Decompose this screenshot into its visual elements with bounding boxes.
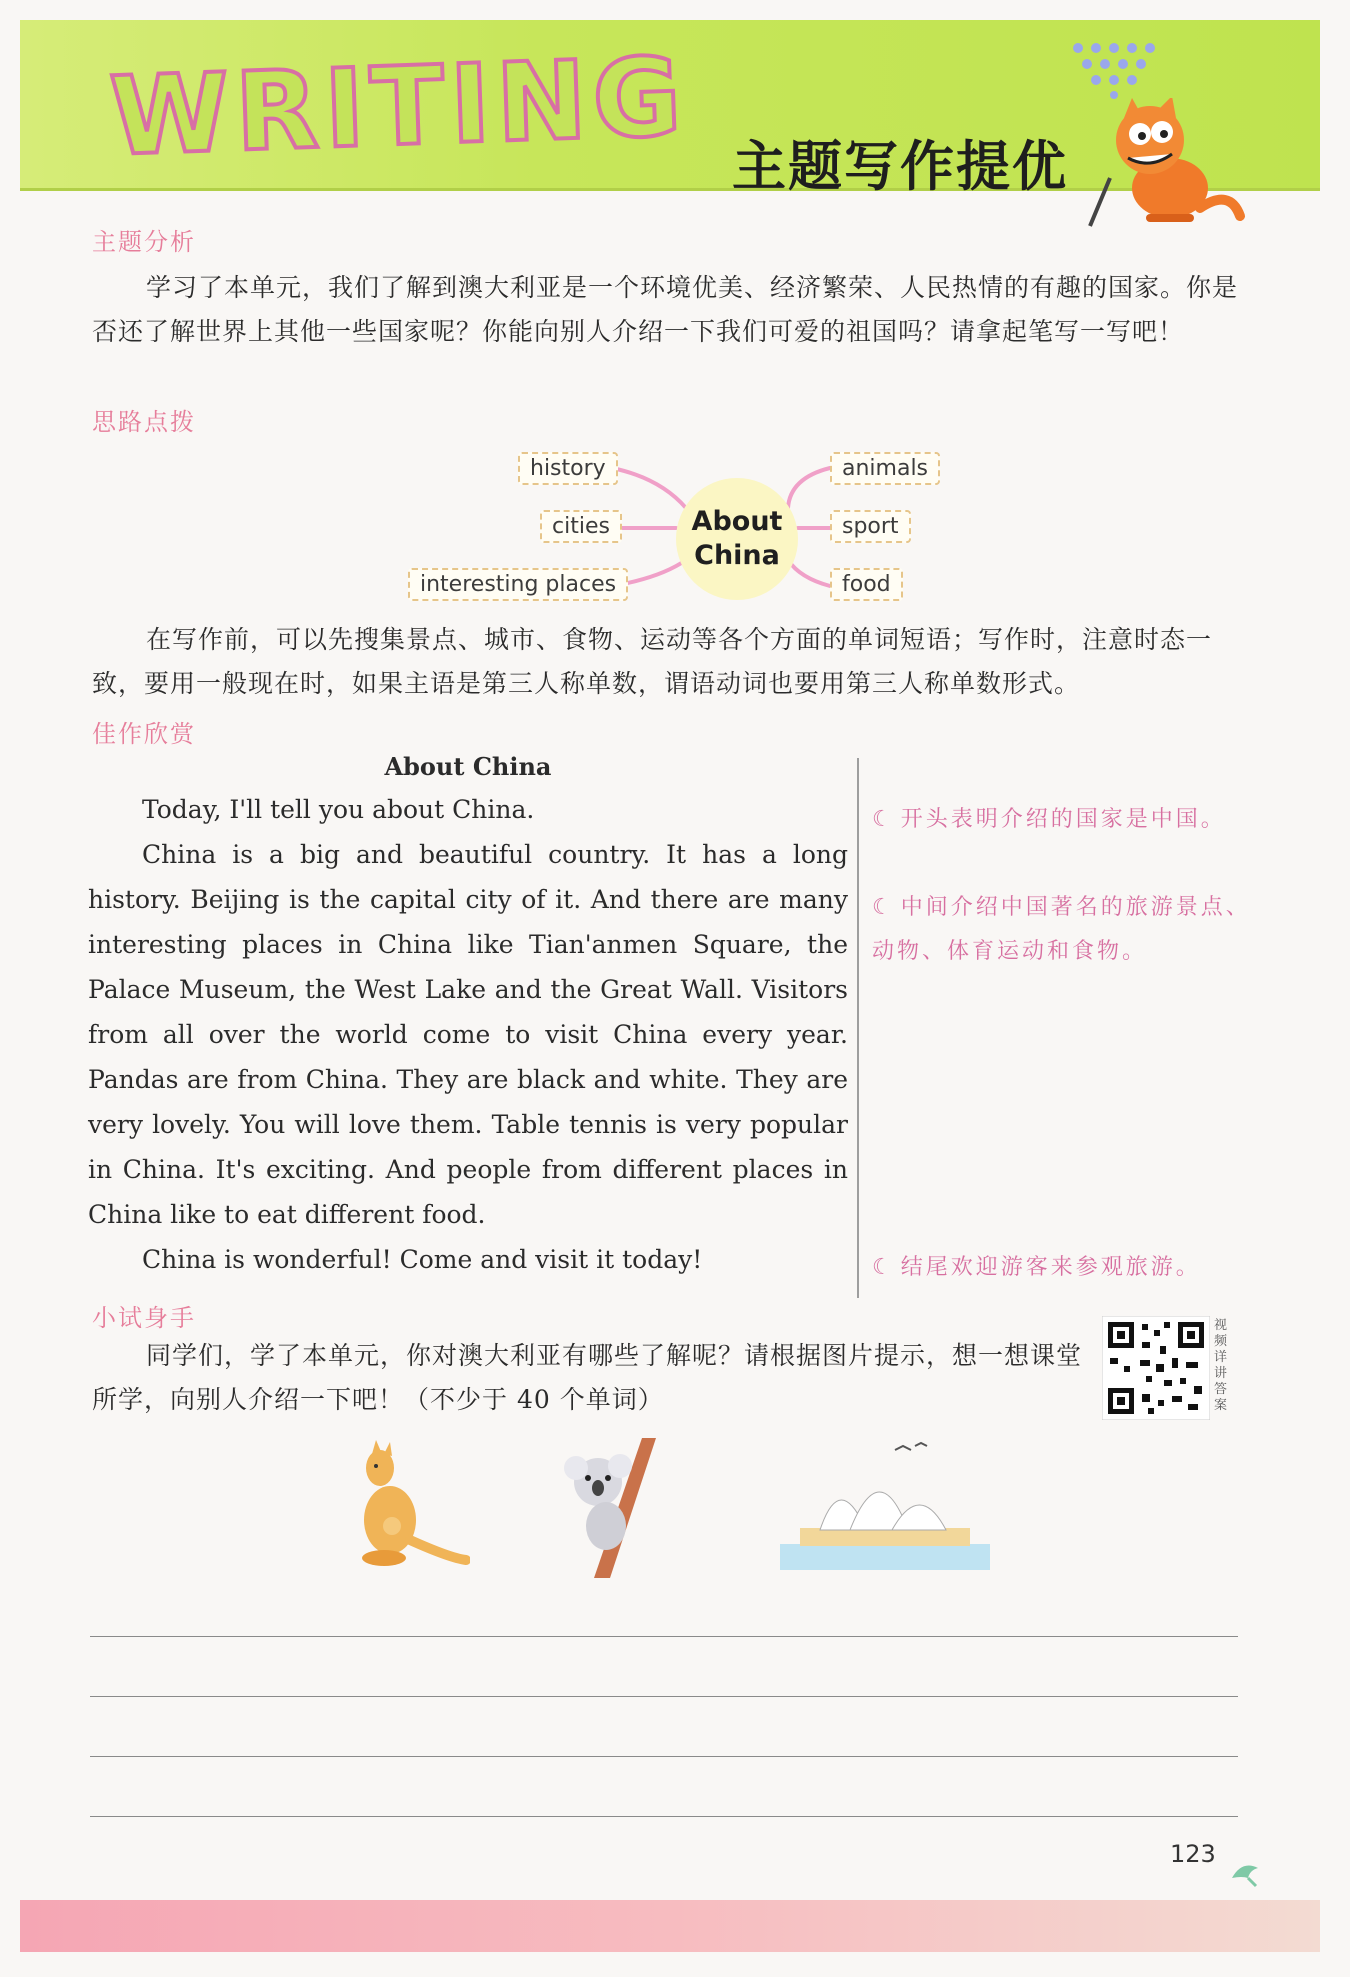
page-number: 123	[1170, 1840, 1216, 1868]
page-title: 主题写作提优	[732, 135, 1068, 198]
mind-map	[400, 448, 960, 618]
note-ending	[872, 1246, 1272, 1290]
essay-paragraph-2: China is a big and beautiful country. It has a long history. Beijing is the capital city of it. And there are many interesting places in China like Tian'anmen Square, the Palace Museum, the West Lake and the Great Wall. Visitors from all over the world come to visit China every year. Pandas are from China. They are black and white. They are very lovely. You will love them. Table tennis is very popular in China. It's exciting. And people from different places in China like to eat different food.	[88, 840, 848, 1229]
analysis-paragraph	[92, 266, 1252, 354]
mindmap-animals: animals	[830, 452, 940, 485]
writing-wordart: WRITING	[107, 34, 690, 181]
decor-dots-icon	[1070, 40, 1160, 100]
mindmap-center-line2: China	[694, 540, 780, 571]
essay-paragraph-3: China is wonderful! Come and visit it today!	[142, 1245, 703, 1274]
essay-paragraph-1: Today, I'll tell you about China.	[142, 795, 535, 824]
sample-essay	[88, 752, 848, 1282]
qr-code-icon[interactable]	[1102, 1316, 1210, 1420]
header-banner	[20, 20, 1320, 198]
section-heading-analysis: 主题分析	[92, 228, 196, 256]
kangaroo-icon	[340, 1440, 470, 1570]
mindmap-food: food	[830, 568, 903, 601]
moon-bullet-icon: ☾	[872, 807, 895, 832]
mindmap-center	[676, 478, 798, 600]
sydney-opera-house-icon	[780, 1440, 990, 1570]
mindmap-cities: cities	[540, 510, 622, 543]
note-middle	[872, 886, 1272, 974]
section-heading-sample: 佳作欣赏	[92, 720, 196, 748]
writing-line[interactable]	[90, 1756, 1238, 1757]
essay-divider	[857, 758, 859, 1298]
writing-line[interactable]	[90, 1816, 1238, 1817]
essay-title: About China	[384, 752, 552, 781]
section-heading-ideas: 思路点拨	[92, 408, 196, 436]
mindmap-center-line1: About	[691, 506, 783, 537]
cat-mascot-icon	[1080, 98, 1250, 228]
practice-paragraph	[92, 1334, 1082, 1422]
koala-icon	[560, 1438, 680, 1578]
section-heading-practice: 小试身手	[92, 1304, 196, 1332]
writing-line[interactable]	[90, 1696, 1238, 1697]
qr-caption: 视频详讲答案	[1214, 1318, 1228, 1413]
analysis-text: 学习了本单元，我们了解到澳大利亚是一个环境优美、经济繁荣、人民热情的有趣的国家。你是否还了解世界上其他一些国家呢？你能向别人介绍一下我们可爱的祖国吗？请拿起笔写一写吧！	[92, 273, 1239, 346]
mindmap-sport: sport	[830, 510, 911, 543]
dolphin-icon	[1228, 1856, 1262, 1890]
mindmap-history: history	[518, 452, 618, 485]
mindmap-interesting-places: interesting places	[408, 568, 628, 601]
ideas-text: 在写作前，可以先搜集景点、城市、食物、运动等各个方面的单词短语；写作时，注意时态一致，要用一般现在时，如果主语是第三人称单数，谓语动词也要用第三人称单数形式。	[92, 625, 1213, 698]
note-opening-text: 开头表明介绍的国家是中国。	[900, 807, 1226, 832]
note-middle-text: 中间介绍中国著名的旅游景点、动物、体育运动和食物。	[872, 895, 1251, 964]
note-ending-text: 结尾欢迎游客来参观旅游。	[900, 1255, 1201, 1280]
writing-line[interactable]	[90, 1636, 1238, 1637]
practice-text: 同学们，学了本单元，你对澳大利亚有哪些了解呢？请根据图片提示，想一想课堂所学，向别人介绍一下吧！（不少于 40 个单词）	[92, 1341, 1083, 1414]
footer-band	[20, 1900, 1320, 1952]
moon-bullet-icon: ☾	[872, 895, 895, 920]
ideas-paragraph	[92, 618, 1252, 706]
note-opening	[872, 798, 1272, 842]
moon-bullet-icon: ☾	[872, 1255, 895, 1280]
